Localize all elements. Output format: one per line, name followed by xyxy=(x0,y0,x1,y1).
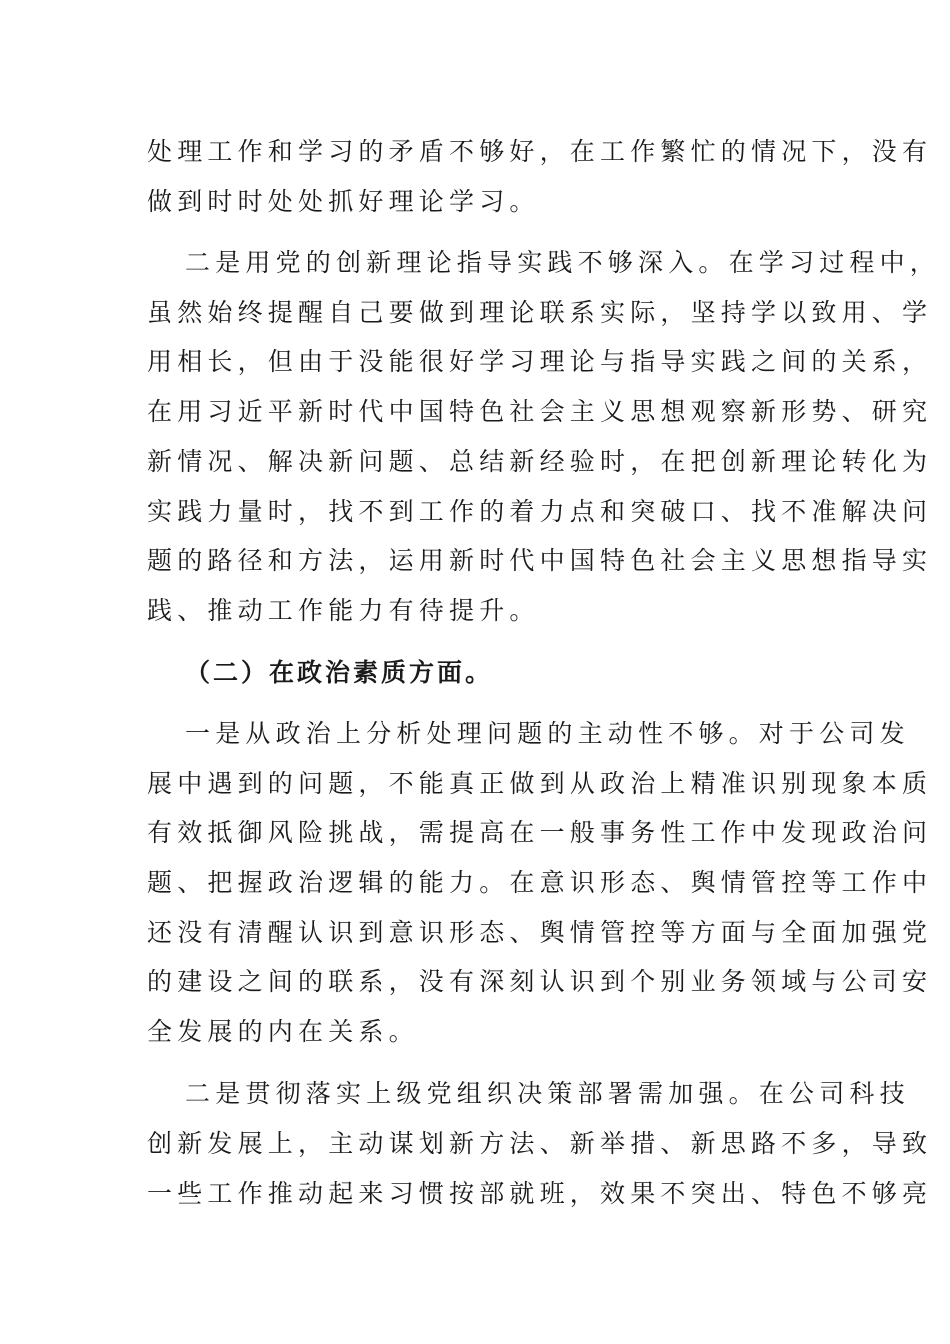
text-line: 新情况、解决新问题、总结新经验时，在把创新理论转化为 xyxy=(147,447,933,476)
text-line: 虽然始终提醒自己要做到理论联系实际，坚持学以致用、学 xyxy=(147,298,933,327)
paragraph-first-line: 一是从政治上分析处理问题的主动性不够。对于公司发 xyxy=(185,719,910,748)
paragraph-first-line: 二是贯彻落实上级党组织决策部署需加强。在公司科技 xyxy=(185,1079,910,1108)
text-line: 题、把握政治逻辑的能力。在意识形态、舆情管控等工作中 xyxy=(147,868,933,897)
text-line: 创新发展上，主动谋划新方法、新举措、新思路不多，导致 xyxy=(147,1129,933,1158)
text-line: 处理工作和学习的矛盾不够好，在工作繁忙的情况下，没有 xyxy=(147,137,933,166)
text-line: 展中遇到的问题，不能真正做到从政治上精准识别现象本质 xyxy=(147,769,933,798)
text-line: 践、推动工作能力有待提升。 xyxy=(147,596,540,625)
text-line: 全发展的内在关系。 xyxy=(147,1017,419,1046)
text-line: 用相长，但由于没能很好学习理论与指导实践之间的关系， xyxy=(147,347,933,376)
paragraph-first-line: 二是用党的创新理论指导实践不够深入。在学习过程中， xyxy=(185,248,941,277)
section-heading: （二）在政治素质方面。 xyxy=(185,658,494,687)
text-line: 有效抵御风险挑战，需提高在一般事务性工作中发现政治问 xyxy=(147,818,933,847)
text-line: 还没有清醒认识到意识形态、舆情管控等方面与全面加强党 xyxy=(147,918,933,947)
text-line: 一些工作推动起来习惯按部就班，效果不突出、特色不够亮 xyxy=(147,1179,933,1208)
text-line: 的建设之间的联系，没有深刻认识到个别业务领域与公司安 xyxy=(147,967,933,996)
text-line: 实践力量时，找不到工作的着力点和突破口、找不准解决问 xyxy=(147,497,933,526)
text-line: 题的路径和方法，运用新时代中国特色社会主义思想指导实 xyxy=(147,546,933,575)
text-line: 做到时时处处抓好理论学习。 xyxy=(147,187,540,216)
text-line: 在用习近平新时代中国特色社会主义思想观察新形势、研究 xyxy=(147,397,933,426)
